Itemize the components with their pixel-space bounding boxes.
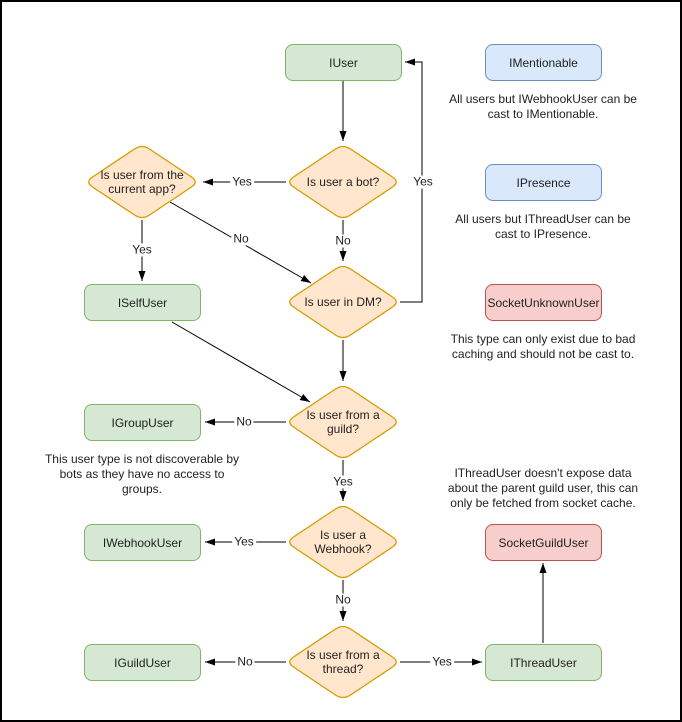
annotation-presence-line2: cast to IPresence. (494, 227, 592, 241)
node-iuser-label: IUser (329, 55, 358, 70)
node-ipresence (485, 164, 602, 201)
node-iselfuser-label: ISelfUser (117, 295, 168, 310)
annotation-unknown-line1: This type can only exist due to bad (450, 332, 636, 346)
node-igroupuser (84, 404, 201, 441)
annotation-group-line3: groups. (121, 482, 163, 496)
annotation-threaduser-line3: only be fetched from socket cache. (450, 496, 636, 510)
annotation-mentionable-line2: cast to IMentionable. (487, 107, 599, 121)
decision-is-guild-line2: guild? (326, 422, 360, 436)
edge-selfuser-to-guild (172, 322, 310, 402)
node-socketguilduser (485, 524, 602, 561)
annotation-threaduser (448, 466, 638, 511)
node-ithreaduser-label: IThreadUser (510, 655, 577, 670)
edge-label-app-no: No (233, 231, 249, 246)
decision-is-webhook-shape (290, 507, 397, 578)
annotation-threaduser-line2: about the parent guild user, this can (447, 481, 639, 495)
decision-is-webhook-line1: Is user a (319, 528, 367, 542)
decision-is-bot-shape (290, 147, 397, 218)
annotation-group-line2: bots as they have no access to (59, 467, 225, 481)
annotation-presence-line1: All users but IThreadUser can be (455, 212, 631, 226)
edge-label-guild-no: No (236, 414, 252, 429)
decision-is-guild-shape (290, 387, 397, 458)
decision-is-dm-line1: Is user in DM? (304, 295, 382, 309)
node-iguilduser-label: IGuildUser (114, 655, 171, 670)
annotation-mentionable-line1: All users but IWebhookUser can be (449, 92, 637, 106)
annotation-threaduser-line1: IThreadUser doesn't expose data (454, 466, 632, 480)
edge-label-guild-yes: Yes (333, 474, 353, 489)
node-iwebhookuser-label: IWebhookUser (102, 535, 183, 550)
node-socketguilduser-label: SocketGuildUser (498, 535, 589, 550)
edge-label-webhook-yes: Yes (234, 534, 254, 549)
edge-label-thread-yes: Yes (432, 654, 452, 669)
node-iuser (285, 44, 402, 81)
edge-label-bot-no: No (335, 233, 351, 248)
annotation-group-line1: This user type is not discoverable by (44, 452, 240, 466)
node-igroupuser-label: IGroupUser (111, 415, 174, 430)
decision-is-current-app-line2: current app? (108, 182, 176, 196)
decision-is-current-app-line1: Is user from the (100, 168, 184, 182)
decision-is-dm-shape (290, 267, 397, 338)
decision-is-thread-line2: thread? (322, 662, 364, 676)
edge-label-thread-no: No (237, 654, 253, 669)
annotation-mentionable (449, 92, 637, 122)
annotation-presence (455, 212, 630, 242)
node-socketunknownuser (485, 284, 602, 321)
decision-is-webhook-line2: Webhook? (314, 542, 372, 556)
decision-is-thread-shape (290, 627, 397, 698)
decision-is-guild-line1: Is user from a (306, 408, 380, 422)
annotation-unknown (451, 332, 636, 362)
node-iwebhookuser (84, 524, 201, 561)
edge-label-app-yes: Yes (132, 242, 152, 257)
node-imentionable-label: IMentionable (509, 55, 578, 70)
node-socketunknownuser-label: SocketUnknownUser (487, 295, 600, 310)
node-iselfuser (84, 284, 201, 321)
annotation-group (45, 452, 239, 497)
node-iguilduser (84, 644, 201, 681)
node-imentionable (485, 44, 602, 81)
annotation-unknown-line2: caching and should not be cast to. (451, 347, 635, 361)
edge-label-bot-yes: Yes (232, 174, 252, 189)
edge-label-dm-yes: Yes (413, 174, 433, 189)
node-ipresence-label: IPresence (516, 175, 571, 190)
decision-is-bot-line1: Is user a bot? (306, 175, 380, 189)
node-ithreaduser (485, 644, 602, 681)
decision-is-thread-line1: Is user from a (306, 648, 380, 662)
edge-label-webhook-no: No (335, 592, 351, 607)
